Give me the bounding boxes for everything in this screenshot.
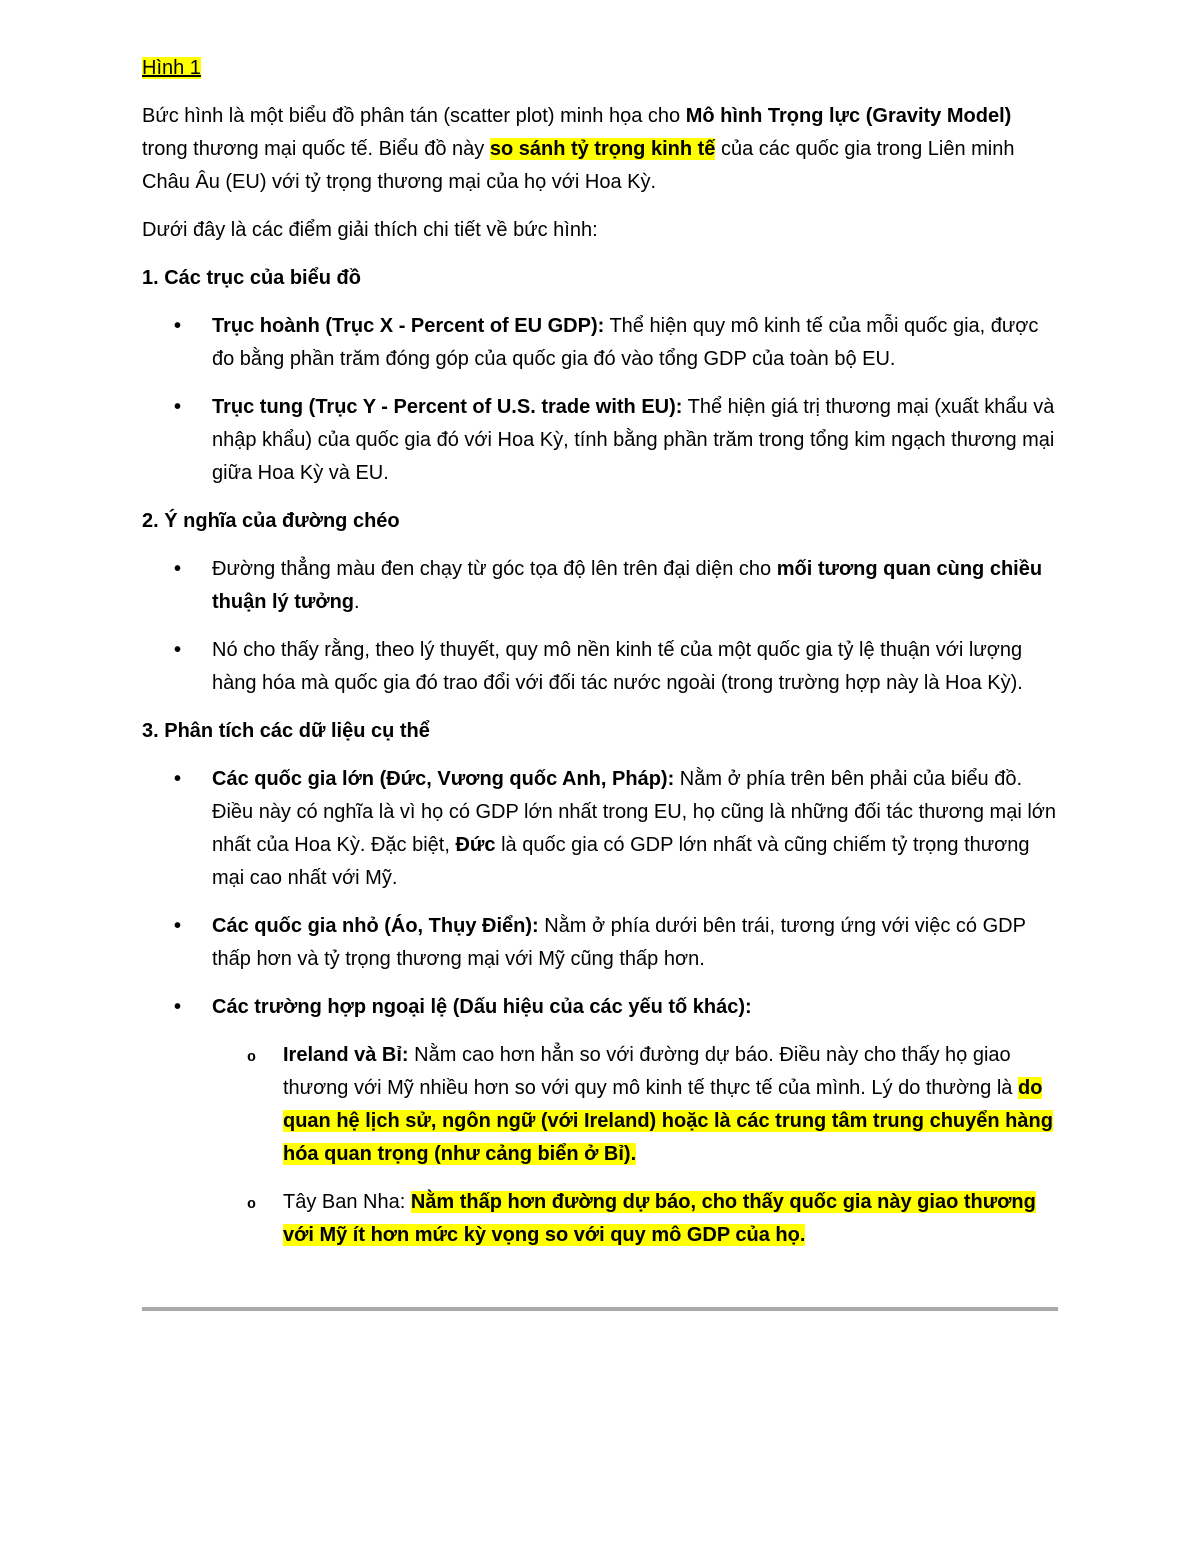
diagonal-list — [142, 553, 1062, 700]
intro-paragraph: Bức hình là một biểu đồ phân tán (scatter plot) minh họa cho Mô hình Trọng lực (Gravity Model) trong thương mại quốc tế. Biểu đồ này so sánh tỷ trọng kinh tế của các quốc gia trong Liên minh Châu Âu (EU) với tỷ trọng thương mại của họ với Hoa Kỳ. — [142, 105, 1015, 193]
section-heading-axes: 1. Các trục của biểu đồ — [142, 267, 361, 289]
lead-paragraph: Dưới đây là các điểm giải thích chi tiết về bức hình: — [142, 219, 598, 241]
bullet-icon: • — [174, 768, 182, 790]
list-item: • Các trường hợp ngoại lệ (Dấu hiệu của các yếu tố khác): — [142, 991, 1062, 1024]
bullet-icon: • — [174, 396, 182, 418]
sub-bullet-icon: o — [247, 1049, 257, 1066]
analysis-list — [142, 763, 1062, 1024]
list-item: • Nó cho thấy rằng, theo lý thuyết, quy mô nền kinh tế của một quốc gia tỷ lệ thuận với lượng hàng hóa mà quốc gia đó trao đổi với đối tác nước ngoài (trong trường hợp này là Hoa Kỳ). — [142, 634, 1062, 700]
sub-bullet-icon: o — [247, 1196, 257, 1213]
list-item: • Trục hoành (Trục X - Percent of EU GDP): Thể hiện quy mô kinh tế của mỗi quốc gia, được đo bằng phần trăm đóng góp của quốc gia đó vào tổng GDP của toàn bộ EU. — [142, 310, 1062, 376]
bullet-icon: • — [174, 639, 182, 661]
exceptions-sublist — [142, 1039, 1062, 1252]
document-body — [142, 52, 1062, 1252]
section-heading-diagonal: 2. Ý nghĩa của đường chéo — [142, 510, 400, 532]
horizontal-rule — [142, 1307, 1058, 1311]
bullet-icon: • — [174, 315, 182, 337]
document-title: Hình 1 — [142, 57, 201, 79]
bullet-icon: • — [174, 996, 182, 1018]
list-item: • Đường thẳng màu đen chạy từ góc tọa độ lên trên đại diện cho mối tương quan cùng chiều thuận lý tưởng. — [142, 553, 1062, 619]
highlighted-phrase: so sánh tỷ trọng kinh tế — [489, 138, 716, 160]
bullet-icon: • — [174, 915, 182, 937]
list-item: • Các quốc gia nhỏ (Áo, Thụy Điển): Nằm ở phía dưới bên trái, tương ứng với việc có GDP thấp hơn và tỷ trọng thương mại với Mỹ cũng thấp hơn. — [142, 910, 1062, 976]
list-item: • Các quốc gia lớn (Đức, Vương quốc Anh, Pháp): Nằm ở phía trên bên phải của biểu đồ. Điều này có nghĩa là vì họ có GDP lớn nhất trong EU, họ cũng là những đối tác thương mại lớn nhất của Hoa Kỳ. Đặc biệt, Đức là quốc gia có GDP lớn nhất và cũng chiếm tỷ trọng thương mại cao nhất với Mỹ. — [142, 763, 1062, 895]
sub-list-item: o Ireland và Bỉ: Nằm cao hơn hẳn so với đường dự báo. Điều này cho thấy họ giao thương với Mỹ nhiều hơn so với quy mô kinh tế thực tế của mình. Lý do thường là do quan hệ lịch sử, ngôn ngữ (với Ireland) hoặc là các trung tâm trung chuyển hàng hóa quan trọng (như cảng biển ở Bỉ). — [212, 1039, 1062, 1171]
bullet-icon: • — [174, 558, 182, 580]
highlighted-phrase: do quan hệ lịch sử, ngôn ngữ (với Ireland) hoặc là các trung tâm trung chuyển hàng hóa quan trọng (như cảng biển ở Bỉ). — [283, 1077, 1053, 1165]
list-item: • Trục tung (Trục Y - Percent of U.S. trade with EU): Thể hiện giá trị thương mại (xuất khẩu và nhập khẩu) của quốc gia đó với Hoa Kỳ, tính bằng phần trăm trong tổng kim ngạch thương mại giữa Hoa Kỳ và EU. — [142, 391, 1062, 490]
gravity-model-term: Mô hình Trọng lực (Gravity Model) — [685, 105, 1012, 127]
sub-list-item: o Tây Ban Nha: Nằm thấp hơn đường dự báo, cho thấy quốc gia này giao thương với Mỹ ít hơn mức kỳ vọng so với quy mô GDP của họ. — [212, 1186, 1062, 1252]
section-heading-analysis: 3. Phân tích các dữ liệu cụ thể — [142, 720, 430, 742]
axes-list — [142, 310, 1062, 490]
highlighted-phrase: Nằm thấp hơn đường dự báo, cho thấy quốc gia này giao thương với Mỹ ít hơn mức kỳ vọng so với quy mô GDP của họ. — [283, 1191, 1036, 1246]
